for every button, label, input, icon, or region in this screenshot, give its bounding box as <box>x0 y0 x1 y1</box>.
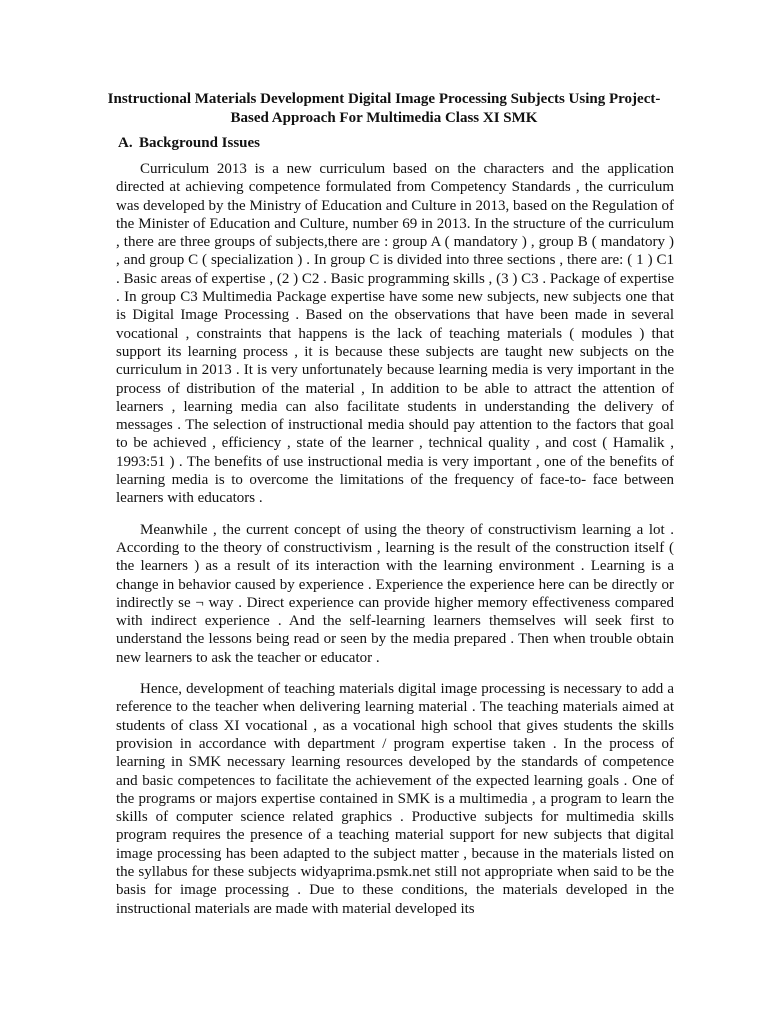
section-label: A. <box>118 135 133 151</box>
document-title-line-2: Based Approach For Multimedia Class XI SMK <box>230 110 538 126</box>
document-body <box>116 160 674 931</box>
document-title-line-1: Instructional Materials Development Digital Image Processing Subjects Using Project- <box>107 91 661 107</box>
section-heading <box>118 134 260 153</box>
document-title <box>80 90 688 128</box>
paragraph-teaching-materials: Hence, development of teaching materials digital image processing is necessary to add a reference to the teacher when delivering learning material . The teaching materials aimed at students of class XI vocational , as a vocational high school that gives students the skills provision in accordance with department / program expertise taken . In the process of learning in SMK necessary learning resources developed by the standards of competence and basic competences to facilitate the achievement of the expected learning goals . One of the programs or majors expertise contained in SMK is a multimedia , a program to learn the skills of computer science related graphics . Productive subjects for multimedia skills program requires the presence of a teaching material support for new subjects that digital image processing has been adapted to the subject matter , because in the materials listed on the syllabus for these subjects widyaprima.psmk.net still not appropriate when said to be the basis for image processing . Due to these conditions, the materials developed in the instructional materials are made with material developed its <box>116 681 674 917</box>
paragraph-curriculum: Curriculum 2013 is a new curriculum based on the characters and the application directed at achieving competence formulated from Competency Standards , the curriculum was developed by the Ministry of Education and Culture in 2013, based on the Regulation of the Minister of Education and Culture, number 69 in 2013. In the structure of the curriculum , there are three groups of subjects,there are : group A ( mandatory ) , group B ( mandatory ) , and group C ( specialization ) . In group C is divided into three sections , there are: ( 1 ) C1 . Basic areas of expertise , (2 ) C2 . Basic programming skills , (3 ) C3 . Package of expertise . In group C3 Multimedia Package expertise have some new subjects, new subjects one that is Digital Image Processing . Based on the observations that have been made in several vocational , constraints that happens is the lack of teaching materials ( modules ) that support its learning process , it is because these subjects are taught new subjects on the curriculum in 2013 . It is very unfortunately because learning media is very important in the process of distribution of the material , In addition to be able to attract the attention of learners , learning media can also facilitate students in understanding the delivery of messages . The selection of instructional media should pay attention to the factors that goal to be achieved , efficiency , state of the learner , technical quality , and cost ( Hamalik , 1993:51 ) . The benefits of use instructional media is very important , one of the benefits of learning media is to overcome the limitations of the frequency of face-to- face between learners with educators . <box>116 161 674 507</box>
paragraph-constructivism: Meanwhile , the current concept of using the theory of constructivism learning a lot . According to the theory of constructivism , learning is the result of the construction itself ( the learners ) as a result of its interaction with the learning environment . Learning is a change in behavior caused by experience . Experience the experience here can be directly or indirectly se ¬ way . Direct experience can provide higher memory effectiveness compared with indirect experience . And the self-learning learners themselves will seek first to understand the lessons being read or seen by the media prepared . Then when trouble obtain new learners to ask the teacher or educator . <box>116 521 674 666</box>
section-heading-text: Background Issues <box>139 135 261 151</box>
